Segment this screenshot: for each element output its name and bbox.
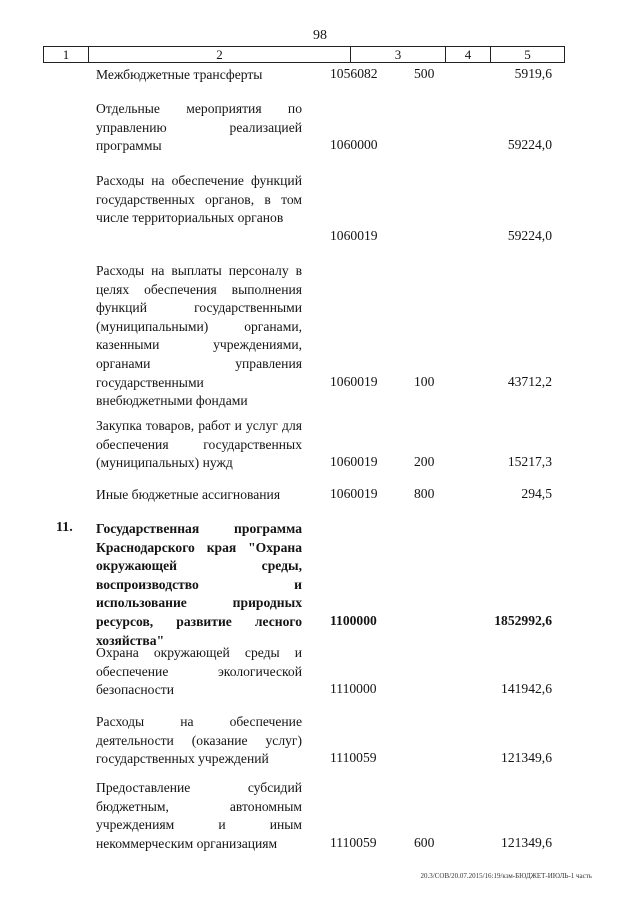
row-amount: 294,5 — [521, 486, 552, 501]
row-number: 11. — [56, 520, 73, 535]
row-description: Межбюджетные трансферты — [96, 67, 263, 82]
row-amount: 59224,0 — [507, 137, 552, 153]
row-amount: 5919,6 — [514, 66, 552, 81]
header-col-2: 2 — [89, 47, 351, 62]
row-amount: 121349,6 — [501, 834, 552, 850]
row-code: 1060019 — [330, 486, 378, 501]
row-expense-type: 200 — [414, 454, 435, 470]
row-amount: 121349,6 — [501, 750, 552, 766]
row-code: 1110059 — [330, 834, 377, 850]
row-code: 1060019 — [330, 373, 378, 389]
row-description: Иные бюджетные ассигнования — [96, 487, 281, 502]
row-code: 1056082 — [330, 66, 378, 81]
document-footer: 20.3/COB/20.07.2015/16:19/кзм-БЮДЖЕТ-ИЮЛЬ-1 часть — [420, 872, 592, 880]
row-amount: 141942,6 — [501, 681, 552, 697]
row-description: Государственная программа Краснодарского края "Охрана окружающей среды, воспроизводство и использование природных ресурсов, развитие лесного хозяйства" — [96, 521, 302, 648]
row-description: Расходы на обеспечение деятельности (оказание услуг) государственных учреждений — [96, 714, 302, 767]
row-description: Охрана окружающей среды и обеспечение экологической безопасности — [96, 645, 302, 698]
row-amount: 59224,0 — [507, 227, 552, 243]
header-col-3: 3 — [351, 47, 446, 62]
row-code: 1110000 — [330, 681, 377, 697]
row-description: Расходы на обеспечение функций государственных органов, в том числе территориальных органов — [96, 173, 302, 226]
row-expense-type: 500 — [414, 66, 435, 81]
row-expense-type: 800 — [414, 486, 435, 501]
row-code: 1110059 — [330, 750, 377, 766]
page-number: 98 — [313, 28, 327, 43]
row-description: Предоставление субсидий бюджетным, автономным учреждениям и иным некоммерческим организациям — [96, 780, 302, 851]
table-header — [43, 46, 565, 63]
row-amount: 15217,3 — [507, 454, 552, 470]
row-description: Отдельные мероприятия по управлению реализацией программы — [96, 101, 302, 154]
row-expense-type: 100 — [414, 373, 435, 389]
row-code: 1060019 — [330, 227, 378, 243]
row-description: Расходы на выплаты персоналу в целях обеспечения выполнения функций государственными (муниципальными) органами, казенными учреждениями, органами управления государственными внебюджетными фондами — [96, 263, 302, 409]
header-col-1: 1 — [44, 47, 89, 62]
row-code: 1100000 — [330, 613, 377, 628]
row-description: Закупка товаров, работ и услуг для обеспечения государственных (муниципальных) нужд — [96, 418, 302, 471]
header-col-5: 5 — [524, 47, 531, 62]
row-code: 1060000 — [330, 137, 378, 153]
row-amount: 1852992,6 — [494, 613, 552, 628]
row-amount: 43712,2 — [507, 373, 552, 389]
row-code: 1060019 — [330, 454, 378, 470]
row-expense-type: 600 — [414, 834, 435, 850]
header-col-4: 4 — [446, 47, 491, 62]
